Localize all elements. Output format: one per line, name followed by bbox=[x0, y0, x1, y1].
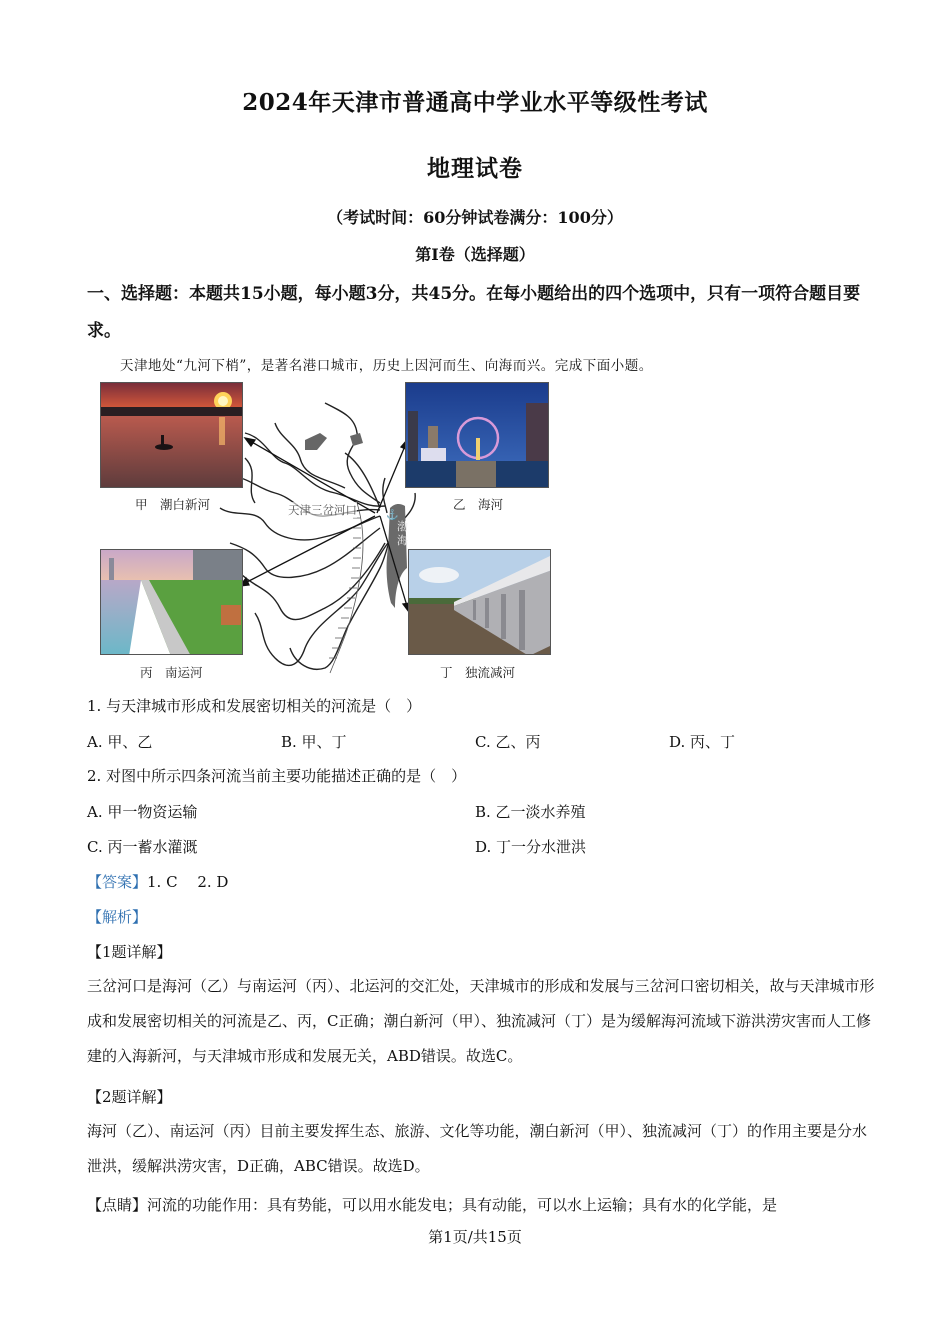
section-instructions: 一、选择题：本题共15小题，每小题3分，共45分。在每小题给出的四个选项中，只有一项符合题目要求。 bbox=[87, 284, 861, 341]
bohai-sea-label-char-1: 渤 bbox=[397, 520, 408, 533]
anchor-icon: ⚓ bbox=[386, 510, 399, 521]
analysis-label: 【解析】 bbox=[87, 908, 148, 926]
caption-ding: 丁 独流减河 bbox=[440, 665, 516, 680]
q1-option-c[interactable]: C. 乙、丙 bbox=[475, 733, 541, 751]
answer-value: 1. C 2. D bbox=[147, 873, 229, 891]
exam-title: 2024年天津市普通高中学业水平等级性考试 bbox=[242, 89, 708, 116]
question-1-stem: 1. 与天津城市形成和发展密切相关的河流是（ ） bbox=[87, 697, 422, 715]
part-heading: 第Ⅰ卷（选择题） bbox=[415, 245, 535, 264]
photo-chaobai-xinhe bbox=[100, 382, 243, 488]
sancha-hekou-label: 天津三岔河口 bbox=[288, 503, 357, 517]
caption-yi: 乙 海河 bbox=[453, 497, 504, 512]
exam-info: （考试时间：60分钟试卷满分：100分） bbox=[327, 208, 623, 227]
paper-subtitle: 地理试卷 bbox=[427, 155, 523, 182]
page-footer: 第1页/共15页 bbox=[428, 1228, 522, 1246]
intro-text: 天津地处“九河下梢”，是著名港口城市，历史上因河而生、向海而兴。完成下面小题。 bbox=[120, 358, 653, 374]
answer-label: 【答案】 bbox=[87, 873, 148, 891]
figure bbox=[95, 378, 560, 683]
photo-haihe bbox=[405, 382, 549, 488]
q2-detail-text: 海河（乙）、南运河（丙）目前主要发挥生态、旅游、文化等功能，潮白新河（甲）、独流减河（丁）的作用主要是分水泄洪，缓解洪涝灾害，D正确，ABC错误。故选D。 bbox=[87, 1122, 868, 1175]
tip-line bbox=[87, 1194, 777, 1215]
q1-option-d[interactable]: D. 丙、丁 bbox=[669, 733, 736, 751]
bohai-sea-label-char-2: 海 bbox=[397, 534, 408, 547]
q2-detail-heading: 【2题详解】 bbox=[87, 1088, 172, 1106]
q2-option-c[interactable]: C. 丙一蓄水灌溉 bbox=[87, 838, 198, 856]
caption-bing: 丙 南运河 bbox=[140, 665, 203, 680]
photo-nanyunhe bbox=[100, 549, 243, 655]
question-2-stem: 2. 对图中所示四条河流当前主要功能描述正确的是（ ） bbox=[87, 767, 467, 785]
q1-detail-text: 三岔河口是海河（乙）与南运河（丙）、北运河的交汇处，天津城市的形成和发展与三岔河口密切相关，故与天津城市形成和发展密切相关的河流是乙、丙，C正确；潮白新河（甲）、独流减河（丁）是为缓解海河流域下游洪涝灾害而人工修建的入海新河，与天津城市形成和发展无关，ABD错误。故选C。 bbox=[87, 977, 875, 1065]
q1-option-b[interactable]: B. 甲、丁 bbox=[281, 733, 347, 751]
q2-option-b[interactable]: B. 乙一淡水养殖 bbox=[475, 803, 586, 821]
q1-option-a[interactable]: A. 甲、乙 bbox=[87, 733, 153, 751]
q1-detail-heading: 【1题详解】 bbox=[87, 943, 172, 961]
tip-label: 【点睛】 bbox=[87, 1196, 148, 1214]
caption-jia: 甲 潮白新河 bbox=[135, 497, 211, 512]
q2-option-a[interactable]: A. 甲一物资运输 bbox=[87, 803, 198, 821]
photo-duliu-jianhe bbox=[408, 549, 551, 655]
tip-text: 河流的功能作用：具有势能，可以用水能发电；具有动能，可以水上运输；具有水的化学能，是 bbox=[147, 1196, 778, 1214]
q2-option-d[interactable]: D. 丁一分水泄洪 bbox=[475, 838, 587, 856]
answer-line bbox=[87, 871, 228, 892]
